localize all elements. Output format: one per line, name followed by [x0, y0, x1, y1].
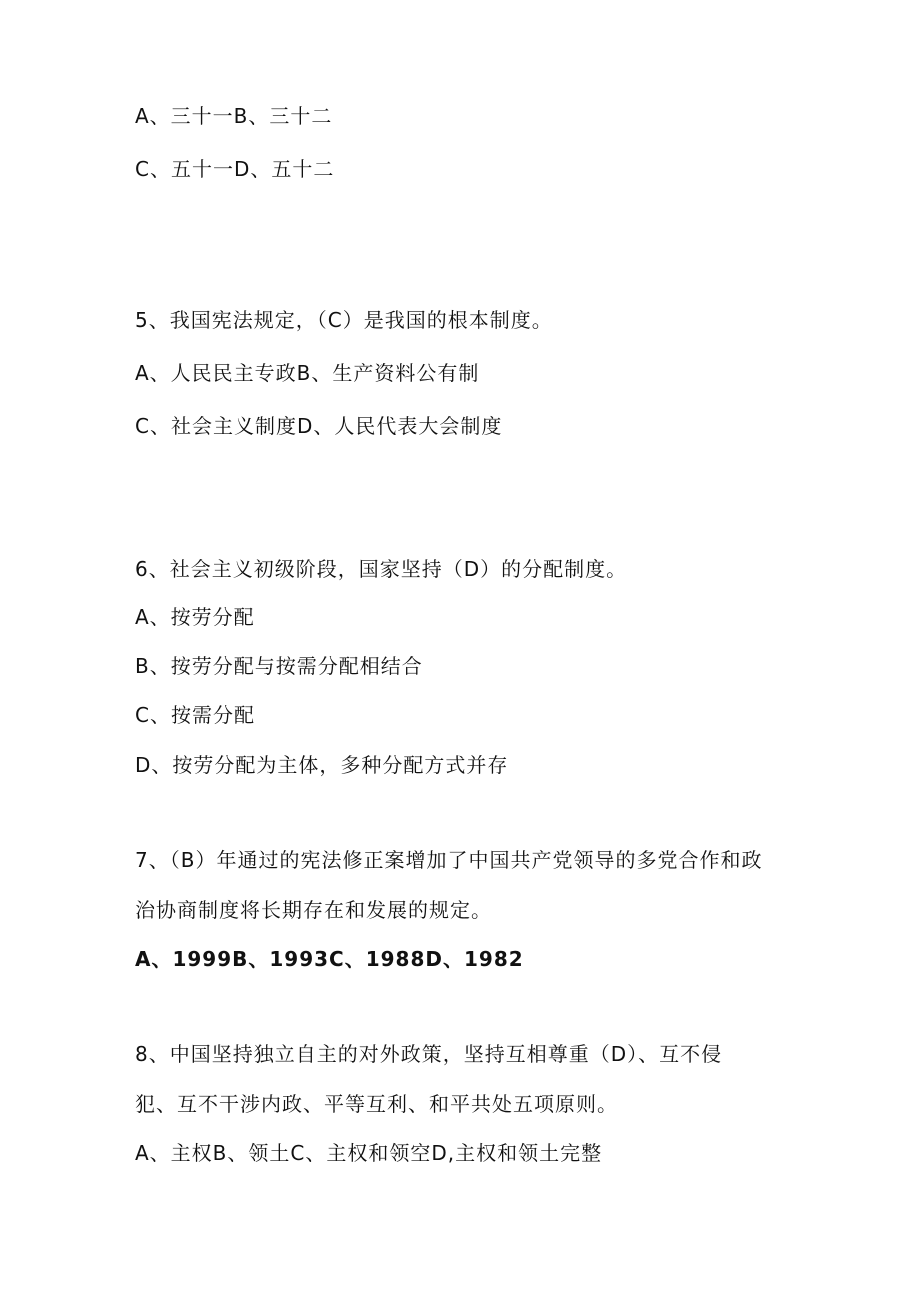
q8-question-stem-line-2: 犯、互不干涉内政、平等互利、和平共处五项原则。: [135, 1092, 618, 1116]
q7-question-stem-line-2: 治协商制度将长期存在和发展的规定。: [135, 898, 492, 922]
q8-options: A、主权B、领土C、主权和领空D,主权和领土完整: [135, 1141, 603, 1165]
q6-option-c: C、按需分配: [135, 703, 255, 727]
q5-question-stem: 5、我国宪法规定，（C）是我国的根本制度。: [135, 308, 553, 332]
q6-option-a: A、按劳分配: [135, 605, 255, 629]
q5-options-line-1: A、人民民主专政B、生产资料公有制: [135, 361, 480, 385]
q5-options-line-2: C、社会主义制度D、人民代表大会制度: [135, 414, 503, 438]
q4-options-line-2: C、五十一D、五十二: [135, 157, 335, 181]
q7-options: A、1999B、1993C、1988D、1982: [135, 947, 524, 971]
q4-options-line-1: A、三十一B、三十二: [135, 104, 333, 128]
q8-question-stem-line-1: 8、中国坚持独立自主的对外政策，坚持互相尊重（D）、互不侵: [135, 1042, 723, 1066]
q6-option-b: B、按劳分配与按需分配相结合: [135, 654, 423, 678]
q7-question-stem-line-1: 7、（B）年通过的宪法修正案增加了中国共产党领导的多党合作和政: [135, 848, 763, 872]
q6-option-d: D、按劳分配为主体，多种分配方式并存: [135, 753, 509, 777]
q6-question-stem: 6、社会主义初级阶段，国家坚持（D）的分配制度。: [135, 557, 628, 581]
